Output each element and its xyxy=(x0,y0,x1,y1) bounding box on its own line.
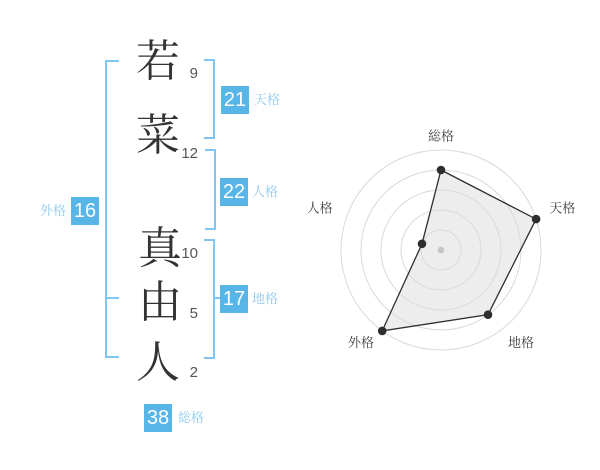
gaikaku-label: 外格 xyxy=(39,203,66,218)
radar-axis-label-0: 総格 xyxy=(427,128,455,144)
gaikaku-value-badge: 16 xyxy=(71,197,99,225)
radar-axis-label-2: 地格 xyxy=(508,334,535,350)
radar-point-0 xyxy=(437,166,446,175)
radar-point-3 xyxy=(378,327,387,336)
jinkaku-value-badge: 22 xyxy=(220,178,248,206)
tenkaku-label: 天格 xyxy=(254,92,281,107)
name-char-5: 人 xyxy=(136,338,180,387)
radar-point-4 xyxy=(418,240,427,249)
stroke-count-4: 5 xyxy=(189,305,198,322)
stroke-count-2: 12 xyxy=(181,145,198,162)
radar-point-2 xyxy=(484,310,493,319)
radar-point-1 xyxy=(532,215,541,224)
soukaku-label: 総格 xyxy=(178,410,205,425)
radar-polygon xyxy=(382,170,536,331)
chikaku-value-badge: 17 xyxy=(220,285,248,313)
soukaku-value-badge: 38 xyxy=(144,404,172,432)
jinkaku-label: 人格 xyxy=(252,184,279,199)
name-char-4: 由 xyxy=(138,278,182,327)
name-char-3: 真 xyxy=(138,224,182,273)
radar-axis-label-3: 外格 xyxy=(347,334,374,350)
radar-center-dot xyxy=(438,247,445,254)
stroke-count-3: 10 xyxy=(181,245,198,262)
stroke-count-5: 2 xyxy=(189,364,198,381)
stroke-count-1: 9 xyxy=(189,65,198,82)
radar-axis-label-4: 人格 xyxy=(306,200,333,216)
gokaku-radar-chart xyxy=(295,95,600,385)
tenkaku-value-badge: 21 xyxy=(221,86,249,114)
radar-axis-label-1: 天格 xyxy=(549,200,576,216)
name-char-2: 菜 xyxy=(136,111,180,160)
name-char-1: 若 xyxy=(136,37,180,86)
chikaku-label: 地格 xyxy=(252,291,279,306)
radar-svg xyxy=(295,95,600,385)
